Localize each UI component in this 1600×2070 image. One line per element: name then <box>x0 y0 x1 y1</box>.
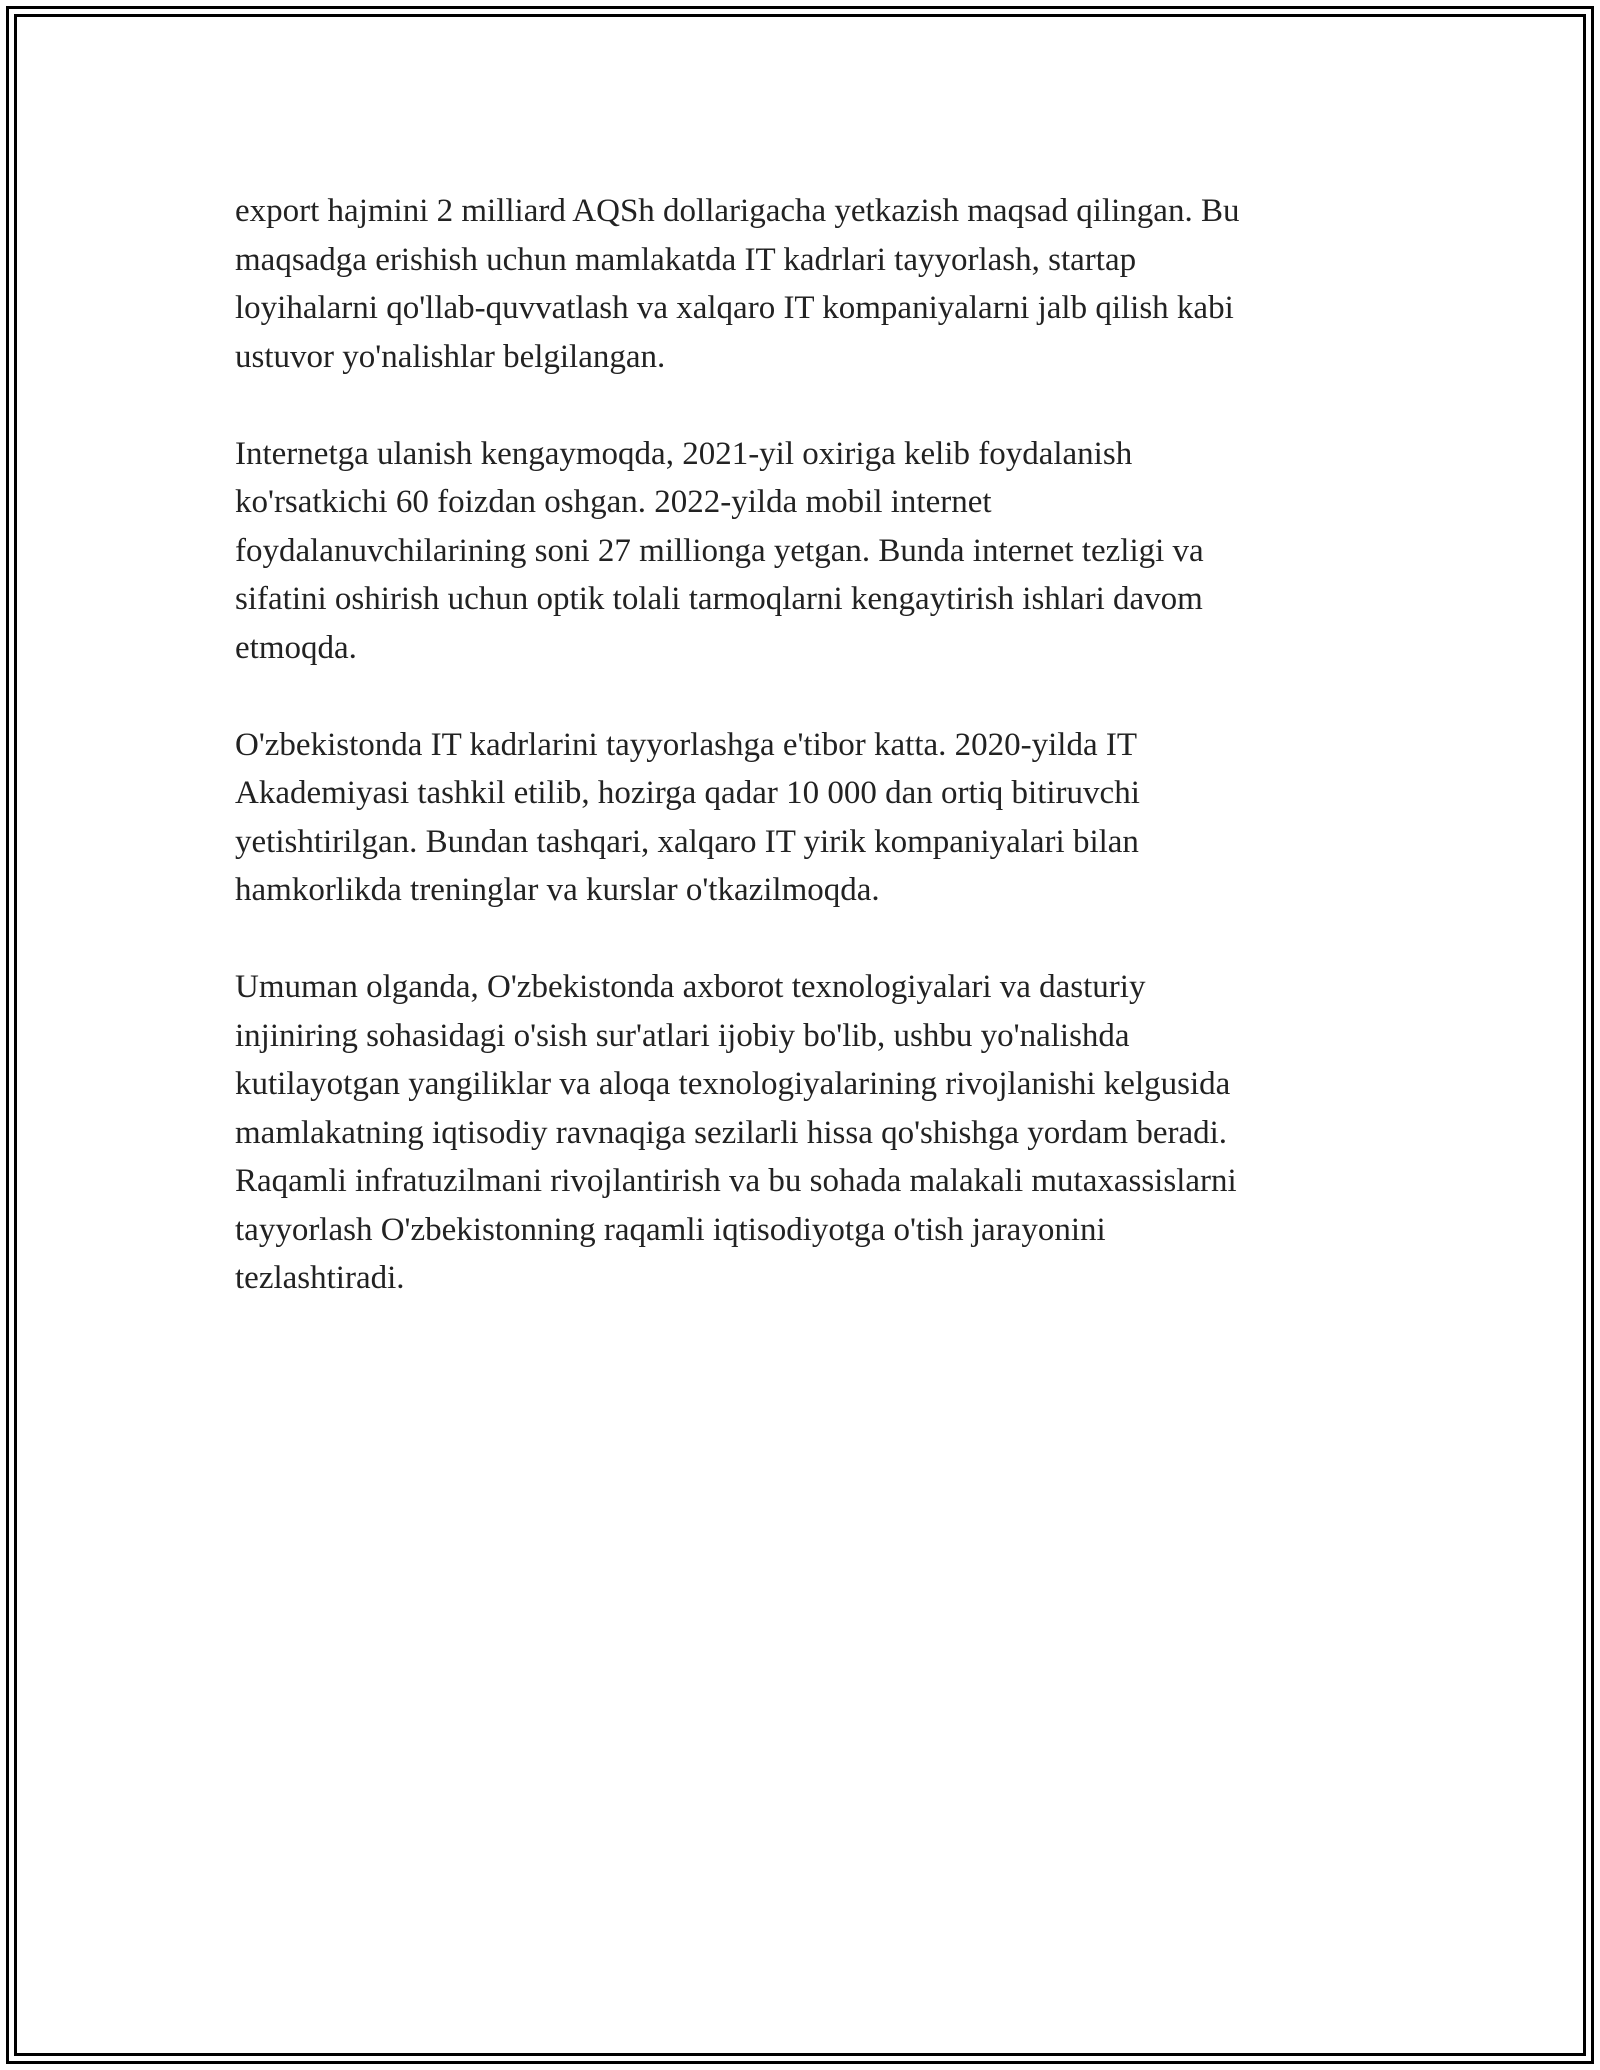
document-body <box>235 187 1365 1351</box>
paragraph-internet-access: Internetga ulanish kengaymoqda, 2021-yil oxiriga kelib foydalanish ko'rsatkichi 60 foizdan oshgan. 2022-yilda mobil internet foydalanuvchilarining soni 27 millionga yetgan. Bunda internet tezligi va sifatini oshirish uchun optik tolali tarmoqlarni kengaytirish ishlari davom etmoqda. <box>235 435 1204 666</box>
paragraph-conclusion: Umuman olganda, O'zbekistonda axborot texnologiyalari va dasturiy injiniring sohasidagi o'sish sur'atlari ijobiy bo'lib, ushbu yo'nalishda kutilayotgan yangiliklar va aloqa texnologiyalarining rivojlanishi kelgusida mamlakatning iqtisodiy ravnaqiga sezilarli hissa qo'shishga yordam beradi. Raqamli infratuzilmani rivojlantirish va bu sohada malakali mutaxassislarni tayyorlash O'zbekistonning raqamli iqtisodiyotga o'tish jarayonini tezlashtiradi. <box>235 969 1237 1296</box>
paragraph-export-goal: export hajmini 2 milliard AQSh dollarigacha yetkazish maqsad qilingan. Bu maqsadga erishish uchun mamlakatda IT kadrlari tayyorlash, startap loyihalarni qo'llab-quvvatlash va xalqaro IT kompaniyalarni jalb qilish kabi ustuvor yo'nalishlar belgilangan. <box>235 193 1240 375</box>
paragraph-it-training: O'zbekistonda IT kadrlarini tayyorlashga e'tibor katta. 2020-yilda IT Akademiyasi tashkil etilib, hozirga qadar 10 000 dan ortiq bitiruvchi yetishtirilgan. Bundan tashqari, xalqaro IT yirik kompaniyalari bilan hamkorlikda treninglar va kurslar o'tkazilmoqda. <box>235 726 1140 908</box>
